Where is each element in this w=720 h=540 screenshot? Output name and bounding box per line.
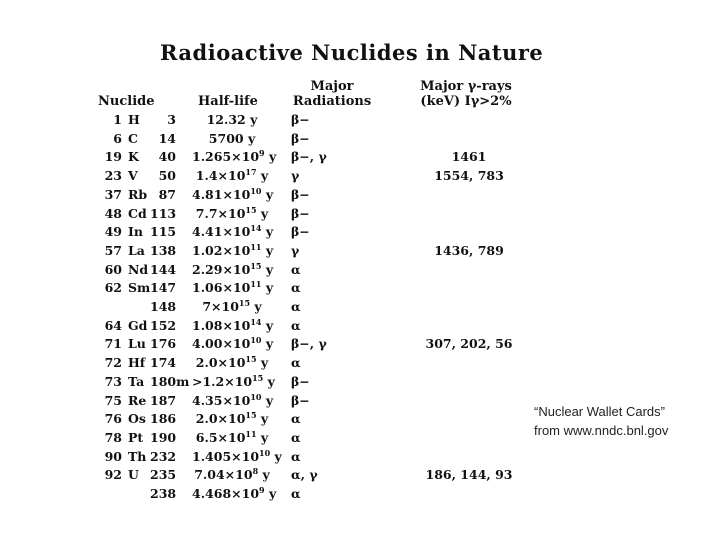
header-radiations-line1: Major bbox=[310, 79, 354, 94]
half-life-mantissa: 7.04×10 bbox=[194, 467, 253, 483]
mass-number: 176 bbox=[150, 336, 177, 352]
half-life-unit: y bbox=[256, 168, 269, 184]
mass-number: 14 bbox=[158, 130, 176, 146]
half-life-value bbox=[192, 223, 272, 241]
half-life-exponent: 11 bbox=[245, 428, 257, 439]
radiation-type: β− bbox=[291, 205, 310, 221]
table-row bbox=[0, 448, 720, 466]
mass-number: 174 bbox=[150, 355, 177, 371]
atomic-number: 60 bbox=[104, 261, 122, 277]
table-row bbox=[0, 205, 720, 223]
header-radiations bbox=[292, 79, 372, 109]
table-row bbox=[0, 373, 720, 391]
header-gamma-line1: Major γ-rays bbox=[420, 79, 512, 94]
radiation-type: α bbox=[291, 299, 301, 314]
half-life-unit: y bbox=[256, 411, 269, 427]
table-row bbox=[0, 317, 720, 335]
element-symbol: Hf bbox=[128, 355, 146, 371]
half-life-unit: y bbox=[258, 467, 270, 483]
element-symbol: Re bbox=[128, 392, 147, 408]
gamma-energies: 186, 144, 93 bbox=[425, 467, 513, 483]
header-gamma-rays bbox=[414, 79, 518, 109]
element-symbol: K bbox=[128, 149, 139, 165]
half-life-exponent: 17 bbox=[245, 167, 257, 178]
half-life-value bbox=[192, 335, 272, 353]
table-row bbox=[0, 111, 720, 129]
radiation-type: α bbox=[291, 486, 301, 501]
half-life-exponent: 15 bbox=[245, 354, 257, 365]
source-credit bbox=[534, 402, 668, 440]
atomic-number: 75 bbox=[104, 392, 122, 408]
half-life-value bbox=[192, 392, 272, 410]
half-life-value bbox=[192, 242, 272, 260]
half-life-unit: y bbox=[256, 205, 269, 221]
half-life-exponent: 10 bbox=[259, 447, 271, 458]
half-life-value bbox=[192, 130, 272, 148]
half-life-mantissa: 12.32 y bbox=[206, 112, 258, 127]
mass-number: 87 bbox=[158, 186, 176, 202]
credit-line1: “Nuclear Wallet Cards” bbox=[534, 404, 665, 419]
atomic-number: 90 bbox=[104, 448, 122, 464]
element-symbol: H bbox=[128, 112, 140, 127]
page-title: Radioactive Nuclides in Nature bbox=[160, 40, 544, 65]
element-symbol: V bbox=[128, 168, 138, 184]
atomic-number: 76 bbox=[104, 411, 122, 427]
half-life-unit: y bbox=[264, 149, 277, 165]
radiation-type: α bbox=[291, 355, 301, 371]
atomic-number: 78 bbox=[104, 429, 122, 445]
atomic-number: 64 bbox=[104, 317, 122, 333]
radiation-type: α bbox=[291, 261, 301, 277]
atomic-number: 23 bbox=[104, 168, 122, 184]
credit-line2: from www.nndc.bnl.gov bbox=[534, 423, 669, 438]
mass-number: 40 bbox=[158, 149, 176, 165]
element-symbol: Th bbox=[128, 448, 147, 464]
half-life-exponent: 11 bbox=[250, 279, 262, 290]
table-row bbox=[0, 354, 720, 372]
half-life-mantissa: 7.7×10 bbox=[195, 205, 246, 221]
half-life-value bbox=[192, 167, 272, 185]
table-row bbox=[0, 298, 720, 316]
half-life-mantissa: 4.81×10 bbox=[192, 186, 251, 202]
half-life-exponent: 8 bbox=[252, 466, 259, 477]
half-life-mantissa: 7×10 bbox=[202, 299, 239, 314]
half-life-unit: y bbox=[261, 224, 274, 240]
header-gamma-line2: (keV) Iγ>2% bbox=[420, 94, 512, 109]
element-symbol: Gd bbox=[128, 317, 148, 333]
half-life-mantissa: 4.468×10 bbox=[192, 486, 260, 501]
radiation-type: β− bbox=[291, 186, 310, 202]
radiation-type: β−, γ bbox=[291, 336, 327, 352]
table-row bbox=[0, 261, 720, 279]
half-life-value bbox=[192, 111, 272, 129]
mass-number: 138 bbox=[150, 242, 177, 258]
half-life-mantissa: 1.405×10 bbox=[192, 448, 260, 464]
mass-number: 3 bbox=[167, 112, 176, 127]
radiation-type: α bbox=[291, 448, 301, 464]
half-life-value bbox=[192, 205, 272, 223]
element-symbol: U bbox=[128, 467, 139, 483]
mass-number: 113 bbox=[150, 205, 177, 221]
half-life-exponent: 10 bbox=[250, 185, 262, 196]
half-life-unit: y bbox=[261, 280, 274, 296]
header-nuclide: Nuclide bbox=[98, 94, 155, 109]
radiation-type: β−, γ bbox=[291, 149, 327, 165]
half-life-mantissa: 1.06×10 bbox=[192, 280, 251, 296]
half-life-exponent: 11 bbox=[250, 241, 262, 252]
half-life-unit: y bbox=[261, 392, 274, 408]
half-life-value bbox=[192, 447, 282, 466]
atomic-number: 37 bbox=[104, 186, 122, 202]
half-life-mantissa: 2.0×10 bbox=[195, 355, 246, 371]
table-row bbox=[0, 242, 720, 260]
half-life-exponent: 15 bbox=[245, 410, 257, 421]
half-life-value bbox=[192, 317, 272, 335]
radiation-type: γ bbox=[291, 168, 300, 184]
half-life-exponent: 14 bbox=[250, 223, 262, 234]
element-symbol: Sm bbox=[128, 280, 151, 296]
half-life-value bbox=[192, 372, 275, 391]
half-life-mantissa: 2.29×10 bbox=[192, 261, 251, 277]
radiation-type: β− bbox=[291, 130, 310, 146]
table-row bbox=[0, 485, 720, 503]
radiation-type: β− bbox=[291, 112, 310, 127]
half-life-value bbox=[192, 429, 272, 447]
half-life-exponent: 15 bbox=[250, 260, 262, 271]
radiation-type: α bbox=[291, 411, 301, 427]
atomic-number: 62 bbox=[104, 280, 122, 296]
half-life-unit: y bbox=[264, 486, 277, 501]
half-life-exponent: 10 bbox=[250, 391, 262, 402]
atomic-number: 6 bbox=[113, 130, 122, 146]
half-life-mantissa: 6.5×10 bbox=[195, 429, 246, 445]
atomic-number: 19 bbox=[104, 149, 122, 165]
half-life-mantissa: 4.35×10 bbox=[192, 392, 251, 408]
mass-number: 148 bbox=[150, 299, 177, 314]
gamma-energies: 307, 202, 56 bbox=[425, 336, 513, 352]
half-life-mantissa: 1.4×10 bbox=[195, 168, 246, 184]
mass-number: 144 bbox=[150, 261, 177, 277]
half-life-mantissa: >1.2×10 bbox=[192, 373, 253, 389]
half-life-unit: y bbox=[261, 261, 274, 277]
atomic-number: 1 bbox=[113, 112, 122, 127]
half-life-exponent: 14 bbox=[250, 316, 262, 327]
half-life-unit: y bbox=[256, 429, 269, 445]
table-row bbox=[0, 466, 720, 484]
half-life-value bbox=[192, 298, 272, 316]
header-half-life: Half-life bbox=[198, 94, 258, 109]
half-life-mantissa: 1.265×10 bbox=[192, 149, 260, 165]
gamma-energies: 1461 bbox=[451, 149, 487, 165]
half-life-value bbox=[192, 410, 272, 428]
half-life-unit: y bbox=[250, 299, 262, 314]
element-symbol: C bbox=[128, 130, 138, 146]
half-life-mantissa: 1.02×10 bbox=[192, 242, 251, 258]
half-life-exponent: 9 bbox=[259, 148, 265, 159]
half-life-unit: y bbox=[261, 242, 274, 258]
mass-number: 187 bbox=[150, 392, 177, 408]
half-life-mantissa: 2.0×10 bbox=[195, 411, 246, 427]
half-life-unit: y bbox=[256, 355, 269, 371]
atomic-number: 92 bbox=[104, 467, 122, 483]
half-life-value bbox=[192, 485, 277, 503]
table-row bbox=[0, 186, 720, 204]
half-life-exponent: 15 bbox=[238, 298, 251, 308]
element-symbol: Ta bbox=[128, 373, 145, 389]
element-symbol: Rb bbox=[128, 186, 148, 202]
gamma-energies: 1436, 789 bbox=[434, 242, 504, 258]
half-life-unit: y bbox=[270, 448, 282, 464]
half-life-value bbox=[192, 261, 272, 279]
mass-number: 232 bbox=[150, 448, 177, 464]
radiation-type: α bbox=[291, 317, 301, 333]
half-life-mantissa: 1.08×10 bbox=[192, 317, 251, 333]
half-life-value bbox=[192, 148, 277, 166]
mass-number: 186 bbox=[150, 411, 177, 427]
half-life-unit: y bbox=[261, 317, 274, 333]
element-symbol: La bbox=[128, 242, 145, 258]
half-life-value bbox=[192, 354, 272, 372]
half-life-mantissa: 5700 y bbox=[208, 130, 256, 146]
half-life-exponent: 10 bbox=[250, 335, 262, 346]
gamma-energies: 1554, 783 bbox=[434, 168, 504, 184]
half-life-unit: y bbox=[261, 336, 274, 352]
half-life-value bbox=[192, 186, 272, 204]
mass-number: 180m bbox=[150, 373, 190, 389]
radiation-type: β− bbox=[291, 224, 310, 240]
half-life-unit: y bbox=[261, 186, 274, 202]
table-row bbox=[0, 223, 720, 241]
atomic-number: 72 bbox=[104, 355, 122, 371]
element-symbol: Nd bbox=[128, 261, 149, 277]
radiation-type: β− bbox=[291, 373, 310, 389]
half-life-value bbox=[192, 279, 272, 297]
table-row bbox=[0, 335, 720, 353]
half-life-exponent: 15 bbox=[252, 372, 264, 383]
atomic-number: 49 bbox=[104, 224, 122, 240]
element-symbol: In bbox=[128, 224, 143, 240]
table-row bbox=[0, 148, 720, 166]
half-life-value bbox=[192, 466, 272, 484]
table-row bbox=[0, 130, 720, 148]
mass-number: 152 bbox=[150, 317, 177, 333]
half-life-unit: y bbox=[263, 373, 275, 389]
mass-number: 115 bbox=[150, 224, 177, 240]
half-life-exponent: 9 bbox=[259, 485, 265, 495]
half-life-exponent: 15 bbox=[245, 204, 257, 215]
mass-number: 190 bbox=[150, 429, 177, 445]
table-row bbox=[0, 167, 720, 185]
element-symbol: Lu bbox=[128, 336, 146, 352]
table-row bbox=[0, 279, 720, 297]
element-symbol: Cd bbox=[128, 205, 147, 221]
mass-number: 235 bbox=[150, 467, 177, 483]
half-life-mantissa: 4.41×10 bbox=[192, 224, 251, 240]
half-life-mantissa: 4.00×10 bbox=[192, 336, 251, 352]
radiation-type: α bbox=[291, 429, 301, 445]
atomic-number: 57 bbox=[104, 242, 122, 258]
radiation-type: α bbox=[291, 280, 301, 296]
atomic-number: 71 bbox=[104, 336, 122, 352]
mass-number: 238 bbox=[150, 486, 177, 501]
mass-number: 147 bbox=[150, 280, 177, 296]
atomic-number: 73 bbox=[104, 373, 122, 389]
element-symbol: Os bbox=[128, 411, 146, 427]
mass-number: 50 bbox=[158, 168, 176, 184]
radiation-type: γ bbox=[291, 242, 300, 258]
header-radiations-line2: Radiations bbox=[292, 94, 372, 109]
atomic-number: 48 bbox=[104, 205, 122, 221]
element-symbol: Pt bbox=[128, 429, 144, 445]
radiation-type: β− bbox=[291, 392, 310, 408]
radiation-type: α, γ bbox=[291, 467, 318, 483]
